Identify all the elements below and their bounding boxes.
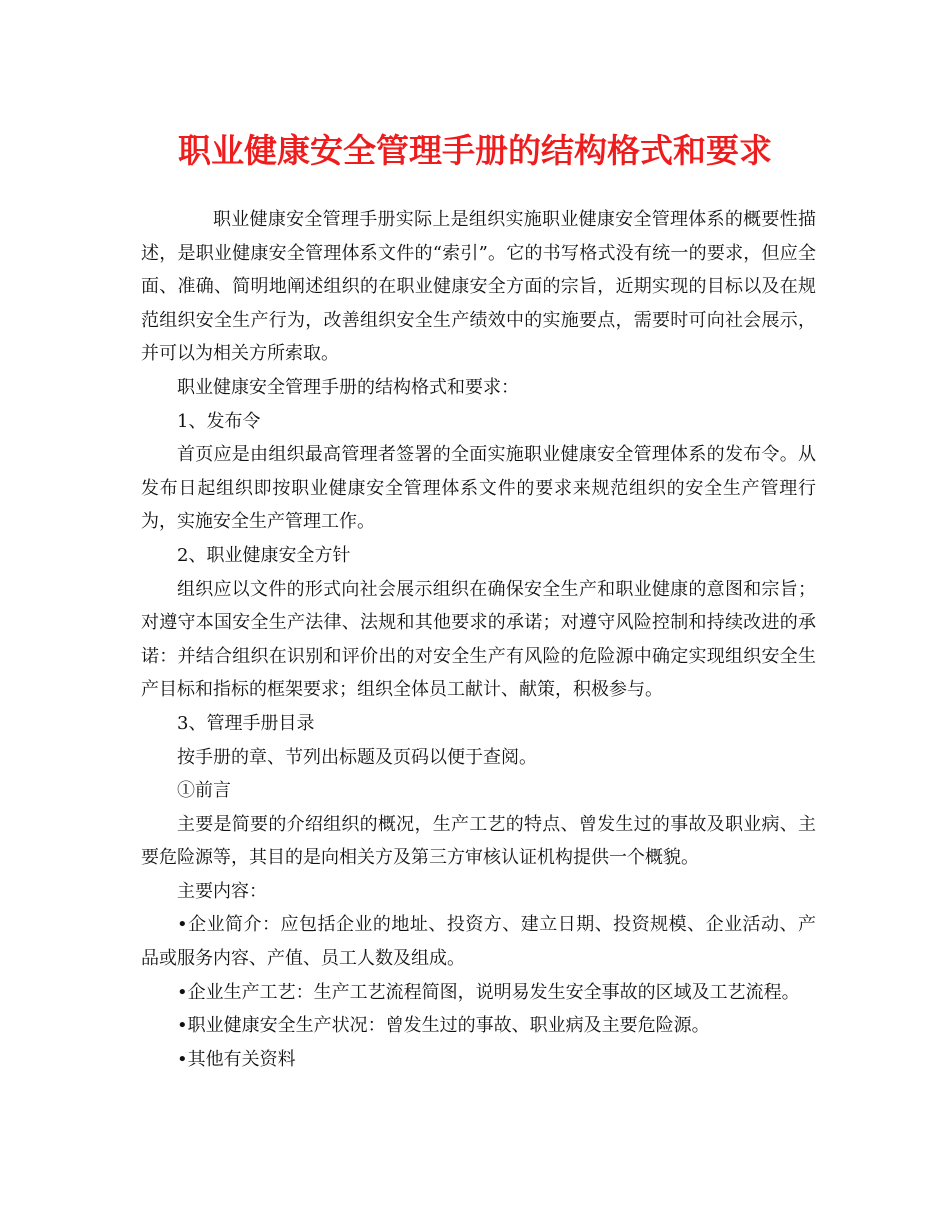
bullet-safety-status: •职业健康安全生产状况：曾发生过的事故、职业病及主要危险源。	[177, 1015, 710, 1037]
section-heading-contents: 3、管理手册目录	[177, 712, 315, 734]
contents-paragraph: 按手册的章、节列出标题及页码以便于查阅。	[177, 746, 537, 768]
release-order-paragraph: 首页应是由组织最高管理者签署的全面实施职业健康安全管理体系的发布令。从发布日起组织即按职业健康安全管理体系文件的要求来规范组织的安全生产管理行为，实施安全生产管理工作。	[141, 444, 816, 533]
structure-heading: 职业健康安全管理手册的结构格式和要求：	[177, 376, 519, 398]
document-body	[141, 203, 816, 1076]
preface-paragraph: 主要是简要的介绍组织的概况，生产工艺的特点、曾发生过的事故及职业病、主要危险源等，其目的是向相关方及第三方审核认证机构提供一个概貌。	[141, 813, 816, 869]
section-heading-policy: 2、职业健康安全方针	[177, 544, 351, 566]
bullet-production-process: •企业生产工艺：生产工艺流程简图，说明易发生安全事故的区域及工艺流程。	[177, 981, 800, 1003]
section-heading-release-order: 1、发布令	[177, 410, 261, 432]
main-content-heading: 主要内容：	[177, 880, 267, 902]
subsection-heading-preface: ①前言	[177, 780, 231, 802]
bullet-other-info: •其他有关资料	[177, 1048, 296, 1070]
policy-paragraph: 组织应以文件的形式向社会展示组织在确保安全生产和职业健康的意图和宗旨；对遵守本国安全生产法律、法规和其他要求的承诺；对遵守风险控制和持续改进的承诺：并结合组织在识别和评价出的对安全生产有风险的危险源中确定实现组织安全生产目标和指标的框架要求；组织全体员工献计、献策，积极参与。	[141, 578, 816, 701]
bullet-company-profile: •企业简介：应包括企业的地址、投资方、建立日期、投资规模、企业活动、产品或服务内容、产值、员工人数及组成。	[141, 914, 816, 970]
document-title: 职业健康安全管理手册的结构格式和要求	[178, 131, 772, 170]
intro-paragraph: 职业健康安全管理手册实际上是组织实施职业健康安全管理体系的概要性描述，是职业健康安全管理体系文件的“索引”。它的书写格式没有统一的要求，但应全面、准确、简明地阐述组织的在职业健康安全方面的宗旨，近期实现的目标以及在规范组织安全生产行为，改善组织安全生产绩效中的实施要点，需要时可向社会展示，并可以为相关方所索取。	[141, 209, 816, 365]
